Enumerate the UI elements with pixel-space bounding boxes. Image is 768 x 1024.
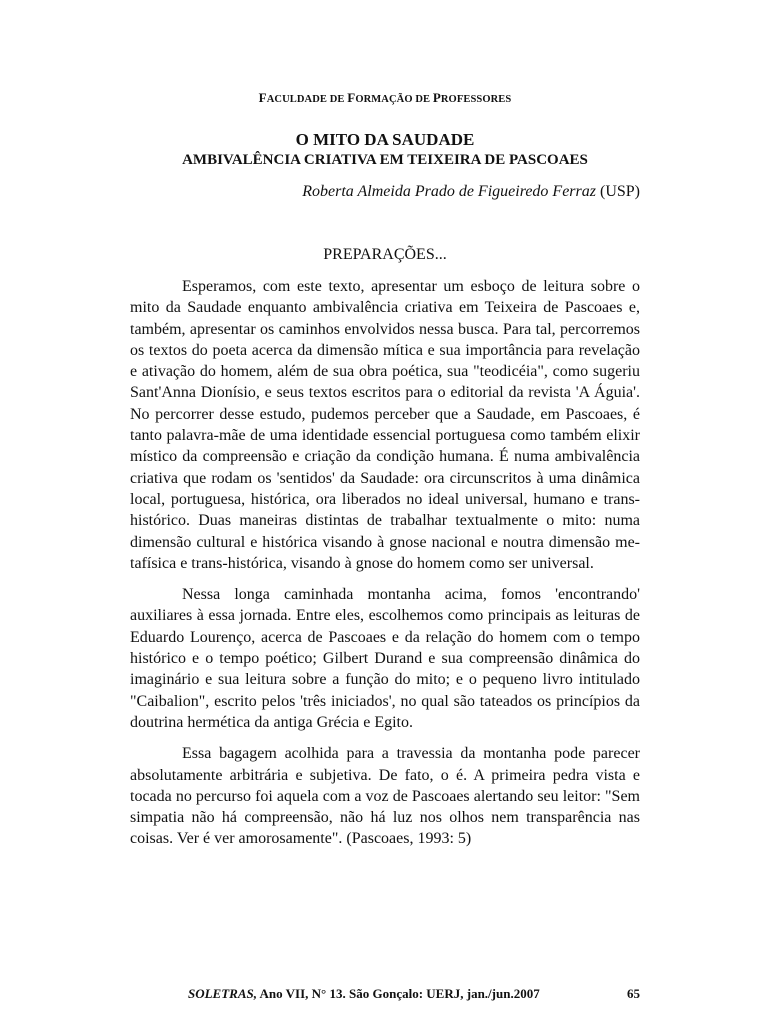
- body-paragraph: Nessa longa caminhada montanha acima, fomos 'encontrando' auxiliares à essa jornada. Entre eles, escolhemos como principais as leituras de Eduardo Lourenço, acerca de Pascoaes e da relação do homem com o tempo histórico e o tempo poético; Gilbert Durand e sua compreensão dinâmica do imaginário e sua leitura sobre a função do mito; e o pequeno livro intitulado "Caibalion", escrito pelos 'três iniciados', no qual são tateados os princípios da doutrina hermética da antiga Grécia e Egito.: [130, 586, 640, 731]
- section-heading: PREPARAÇÕES...: [323, 246, 447, 263]
- author-line: [302, 183, 640, 201]
- journal-name: SOLETRAS,: [188, 986, 257, 1001]
- faculty-header: [130, 90, 640, 106]
- body-paragraph: Esperamos, com este texto, apresentar um esboço de leitura sobre o mito da Saudade enquanto ambivalência criativa em Teixeira de Pascoaes e, também, apresentar os caminhos envolvidos nessa busca. Para tal, percorremos os textos do poeta acerca da dimensão mítica e sua importância para revelação e ativação do homem, além de sua obra poética, sua "teodicéia", como sugeriu Sant'Anna Dionísio, e seus textos escritos para o editorial da revista 'A Águia'. No percorrer desse estudo, pudemos perceber que a Saudade, em Pascoaes, é tanto palavra-mãe de uma identidade essencial portuguesa como também elixir místico da compreensão e criação da condição humana. É numa ambivalência criativa que rodam os 'sentidos' da Saudade: ora circunscritos à uma dinâmica local, portuguesa, histórica, ora liberados no ideal universal, humano e trans-histórico. Duas maneiras distintas de trabalhar textualmente o mito: numa dimensão cultural e histórica visando à gnose nacional e noutra dimensão metafísica e trans-histórica, visando à gnose do homem como ser universal.: [130, 278, 640, 572]
- faculty-header-part: F: [258, 90, 267, 105]
- faculty-header-part: ACULDADE DE: [266, 94, 348, 105]
- body-paragraph: Essa bagagem acolhida para a travessia da montanha pode parecer absolutamente arbitrária e subjetiva. De fato, o é. A primeira pedra vista e tocada no percurso foi aquela com a voz de Pascoaes alertando seu leitor: "Sem simpatia não há compreensão, não há luz nos olhos nem transparência nas coisas. Ver é ver amorosamente". (Pascoaes, 1993: 5): [130, 745, 640, 848]
- faculty-header-part: F: [347, 90, 356, 105]
- author-affiliation: (USP): [595, 183, 640, 200]
- faculty-header-part: P: [432, 90, 441, 105]
- document-page: [130, 0, 640, 1024]
- author-name: Roberta Almeida Prado de Figueiredo Ferraz: [302, 183, 596, 200]
- journal-issue: Ano VII, N° 13. São Gonçalo: UERJ, jan./jun.2007: [257, 986, 540, 1001]
- page-number: 65: [627, 986, 640, 1001]
- body-text: [130, 276, 640, 860]
- article-title: O MITO DA SAUDADE: [295, 130, 475, 149]
- faculty-header-part: ORMAÇÃO DE: [355, 94, 433, 105]
- article-subtitle: AMBIVALÊNCIA CRIATIVA EM TEIXEIRA DE PASCOAES: [182, 152, 588, 168]
- faculty-header-part: ROFESSORES: [440, 94, 512, 105]
- footer-citation: [188, 986, 540, 1002]
